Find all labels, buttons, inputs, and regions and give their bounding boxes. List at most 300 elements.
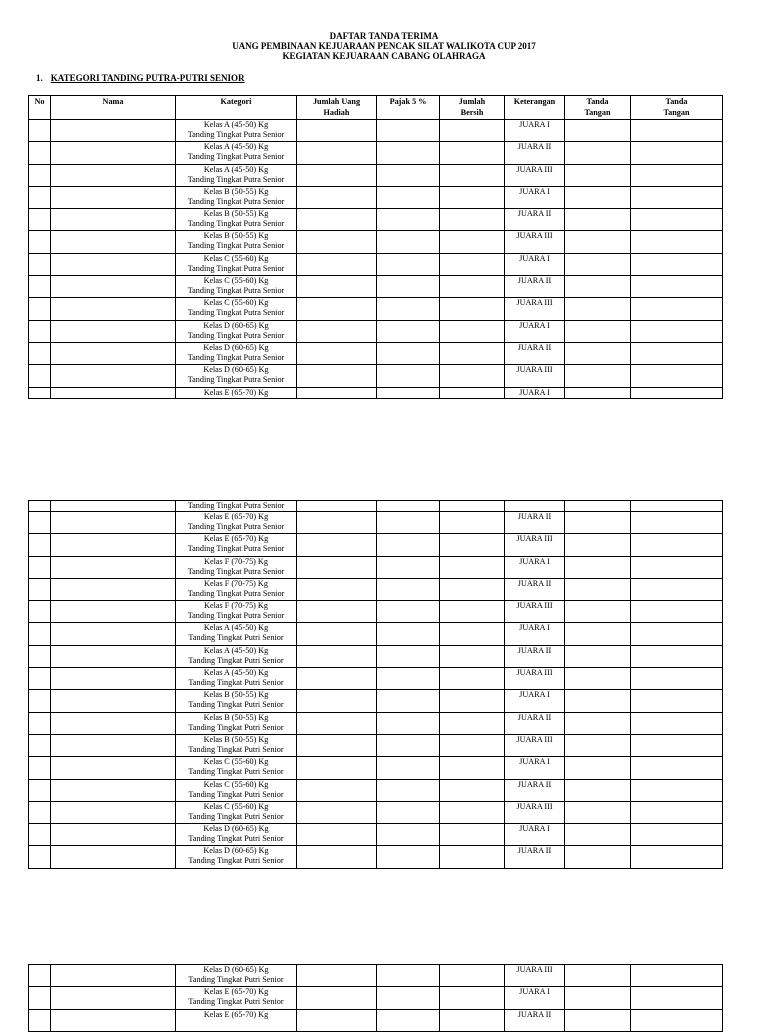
tingkat-text: Tanding Tingkat Putra Senior	[187, 219, 285, 229]
no-cell	[29, 578, 51, 600]
keterangan-text: JUARA I	[519, 824, 550, 834]
kategori-cell	[176, 276, 297, 298]
keterangan-text: JUARA III	[516, 298, 553, 308]
tingkat-text: Tanding Tingkat Putra Senior	[187, 174, 285, 184]
kelas-text: Kelas B (50-55) Kg	[203, 690, 269, 700]
no-cell	[29, 534, 51, 556]
tanda-tangan-cell	[565, 512, 631, 534]
pajak-cell	[377, 645, 440, 667]
jumlah-bersih-cell	[440, 824, 505, 846]
no-cell	[29, 757, 51, 779]
pajak-cell	[377, 712, 440, 734]
tanda-tangan-cell	[565, 734, 631, 756]
tanda-tangan-cell	[631, 342, 723, 364]
pajak-cell	[377, 824, 440, 846]
jumlah-bersih-cell	[440, 801, 505, 823]
table-row	[29, 801, 723, 823]
tanda-tangan-cell	[565, 209, 631, 231]
kelas-text: Kelas C (55-60) Kg	[203, 757, 269, 767]
pajak-cell	[377, 601, 440, 623]
header-title: DAFTAR TANDA TERIMA	[329, 31, 439, 41]
nama-cell	[51, 365, 176, 387]
jumlah-bersih-cell	[440, 120, 505, 142]
tanda-tangan-cell	[631, 965, 723, 987]
jumlah-uang-cell	[297, 365, 377, 387]
jumlah-uang-cell	[297, 801, 377, 823]
table-row	[29, 253, 723, 275]
tingkat-text: Tanding Tingkat Putra Senior	[187, 352, 285, 362]
column-header-line1: No	[34, 97, 45, 106]
kategori-cell	[176, 965, 297, 987]
tingkat-text: Tanding Tingkat Putri Senior	[188, 834, 284, 844]
keterangan-cell	[505, 253, 565, 275]
jumlah-uang-cell	[297, 987, 377, 1009]
table-row	[29, 668, 723, 690]
pajak-cell	[377, 276, 440, 298]
table-header-row	[29, 96, 723, 120]
kategori-cell	[176, 387, 297, 398]
kategori-cell	[176, 824, 297, 846]
nama-cell	[51, 712, 176, 734]
table-page-3	[28, 964, 723, 1032]
section-number: 1.	[36, 73, 43, 83]
keterangan-cell	[505, 645, 565, 667]
no-cell	[29, 965, 51, 987]
keterangan-cell	[505, 276, 565, 298]
column-header	[29, 96, 51, 120]
keterangan-cell	[505, 186, 565, 208]
keterangan-text: JUARA II	[517, 276, 552, 286]
tanda-tangan-cell	[565, 320, 631, 342]
column-header-line2: Hadiah	[323, 108, 350, 117]
table-row	[29, 186, 723, 208]
keterangan-text: JUARA III	[516, 164, 553, 174]
tingkat-text: Tanding Tingkat Putra Senior	[187, 308, 285, 318]
jumlah-bersih-cell	[440, 231, 505, 253]
kategori-cell	[176, 253, 297, 275]
kategori-cell	[176, 120, 297, 142]
empty-cell	[29, 501, 51, 512]
tanda-tangan-cell	[565, 253, 631, 275]
header-subtitle: UANG PEMBINAAN KEJUARAAN PENCAK SILAT WALIKOTA CUP 2017	[232, 41, 536, 51]
tanda-tangan-cell	[565, 276, 631, 298]
empty-cell	[377, 501, 440, 512]
kelas-text: Kelas F (70-75) Kg	[204, 601, 268, 611]
jumlah-bersih-cell	[440, 142, 505, 164]
tanda-tangan-cell	[565, 342, 631, 364]
jumlah-uang-cell	[297, 387, 377, 398]
column-header-line2: Tangan	[663, 108, 690, 117]
pajak-cell	[377, 209, 440, 231]
table-row	[29, 779, 723, 801]
nama-cell	[51, 846, 176, 868]
pajak-cell	[377, 987, 440, 1009]
tanda-tangan-cell	[631, 231, 723, 253]
tanda-tangan-cell	[631, 690, 723, 712]
tingkat-text: Tanding Tingkat Putra Senior	[187, 152, 285, 162]
jumlah-bersih-cell	[440, 965, 505, 987]
tanda-tangan-cell	[565, 601, 631, 623]
table-row	[29, 164, 723, 186]
no-cell	[29, 276, 51, 298]
tingkat-text: Tanding Tingkat Putri Senior	[188, 789, 284, 799]
keterangan-text: JUARA II	[517, 1009, 552, 1019]
no-cell	[29, 387, 51, 398]
no-cell	[29, 186, 51, 208]
nama-cell	[51, 231, 176, 253]
tingkat-text: Tanding Tingkat Putri Senior	[188, 633, 284, 643]
kategori-cell	[176, 690, 297, 712]
table-row	[29, 298, 723, 320]
kategori-cell	[176, 501, 297, 512]
keterangan-text: JUARA I	[519, 987, 550, 997]
column-header	[297, 96, 377, 120]
no-cell	[29, 601, 51, 623]
jumlah-uang-cell	[297, 734, 377, 756]
kelas-text: Kelas E (65-70) Kg	[203, 512, 269, 521]
empty-cell	[505, 501, 565, 512]
kategori-cell	[176, 142, 297, 164]
tanda-tangan-cell	[565, 120, 631, 142]
kategori-cell	[176, 1009, 297, 1031]
tanda-tangan-cell	[565, 556, 631, 578]
keterangan-cell	[505, 824, 565, 846]
tanda-tangan-cell	[565, 534, 631, 556]
keterangan-text: JUARA I	[519, 120, 550, 129]
pajak-cell	[377, 556, 440, 578]
nama-cell	[51, 512, 176, 534]
jumlah-bersih-cell	[440, 987, 505, 1009]
column-header	[176, 96, 297, 120]
nama-cell	[51, 734, 176, 756]
nama-cell	[51, 142, 176, 164]
kategori-cell	[176, 320, 297, 342]
keterangan-cell	[505, 690, 565, 712]
pajak-cell	[377, 120, 440, 142]
tingkat-text: Tanding Tingkat Putri Senior	[188, 975, 284, 984]
pajak-cell	[377, 298, 440, 320]
table-row	[29, 1009, 723, 1031]
keterangan-cell	[505, 578, 565, 600]
kategori-cell	[176, 987, 297, 1009]
tanda-tangan-cell	[631, 556, 723, 578]
jumlah-bersih-cell	[440, 512, 505, 534]
no-cell	[29, 690, 51, 712]
jumlah-bersih-cell	[440, 1009, 505, 1031]
nama-cell	[51, 824, 176, 846]
jumlah-bersih-cell	[440, 668, 505, 690]
column-header-line1: Pajak 5 %	[389, 97, 427, 106]
nama-cell	[51, 164, 176, 186]
document-header	[0, 31, 768, 61]
nama-cell	[51, 601, 176, 623]
table-row	[29, 601, 723, 623]
no-cell	[29, 846, 51, 868]
column-header	[440, 96, 505, 120]
tanda-tangan-cell	[565, 1009, 631, 1031]
keterangan-cell	[505, 142, 565, 164]
kelas-text: Kelas E (65-70) Kg	[203, 987, 269, 997]
jumlah-uang-cell	[297, 512, 377, 534]
keterangan-cell	[505, 965, 565, 987]
keterangan-text: JUARA II	[517, 142, 552, 152]
tingkat-text: Tanding Tingkat Putra Senior	[187, 375, 285, 385]
nama-cell	[51, 120, 176, 142]
kelas-text: Kelas F (70-75) Kg	[204, 556, 268, 566]
kelas-text: Kelas A (45-50) Kg	[203, 120, 269, 129]
keterangan-cell	[505, 365, 565, 387]
tanda-tangan-cell	[631, 253, 723, 275]
jumlah-uang-cell	[297, 320, 377, 342]
tanda-tangan-cell	[631, 120, 723, 142]
kelas-text: Kelas D (60-65) Kg	[203, 342, 269, 352]
kelas-text: Kelas B (50-55) Kg	[203, 186, 269, 196]
section-title-text: KATEGORI TANDING PUTRA-PUTRI SENIOR	[50, 73, 245, 83]
keterangan-text: JUARA III	[516, 365, 553, 375]
jumlah-bersih-cell	[440, 846, 505, 868]
table-row	[29, 387, 723, 398]
keterangan-cell	[505, 668, 565, 690]
keterangan-text: JUARA I	[519, 623, 550, 633]
keterangan-cell	[505, 801, 565, 823]
tingkat-text: Tanding Tingkat Putra Senior	[187, 522, 285, 531]
pajak-cell	[377, 578, 440, 600]
nama-cell	[51, 801, 176, 823]
tingkat-text: Tanding Tingkat Putra Senior	[187, 263, 285, 273]
kelas-text: Kelas C (55-60) Kg	[203, 253, 269, 263]
tingkat-text: Tanding Tingkat Putra Senior	[187, 286, 285, 296]
keterangan-cell	[505, 623, 565, 645]
tanda-tangan-cell	[565, 757, 631, 779]
keterangan-text: JUARA III	[516, 801, 553, 811]
nama-cell	[51, 534, 176, 556]
jumlah-bersih-cell	[440, 712, 505, 734]
table-row	[29, 987, 723, 1009]
jumlah-uang-cell	[297, 534, 377, 556]
kelas-text: Kelas D (60-65) Kg	[203, 965, 269, 974]
kategori-cell	[176, 342, 297, 364]
pajak-cell	[377, 365, 440, 387]
tanda-tangan-cell	[565, 779, 631, 801]
jumlah-uang-cell	[297, 298, 377, 320]
jumlah-uang-cell	[297, 645, 377, 667]
kategori-cell	[176, 601, 297, 623]
tingkat-text: Tanding Tingkat Putra Senior	[187, 588, 285, 598]
table-row	[29, 623, 723, 645]
jumlah-bersih-cell	[440, 601, 505, 623]
empty-cell	[297, 501, 377, 512]
jumlah-uang-cell	[297, 623, 377, 645]
keterangan-text: JUARA I	[519, 320, 550, 330]
jumlah-bersih-cell	[440, 734, 505, 756]
jumlah-uang-cell	[297, 186, 377, 208]
table-row	[29, 846, 723, 868]
tanda-tangan-cell	[631, 757, 723, 779]
nama-cell	[51, 987, 176, 1009]
tanda-tangan-cell	[631, 534, 723, 556]
nama-cell	[51, 556, 176, 578]
tingkat-text: Tanding Tingkat Putri Senior	[188, 811, 284, 821]
nama-cell	[51, 623, 176, 645]
table-row	[29, 142, 723, 164]
keterangan-cell	[505, 712, 565, 734]
jumlah-uang-cell	[297, 779, 377, 801]
keterangan-cell	[505, 231, 565, 253]
keterangan-cell	[505, 556, 565, 578]
jumlah-uang-cell	[297, 601, 377, 623]
jumlah-uang-cell	[297, 142, 377, 164]
kategori-cell	[176, 757, 297, 779]
jumlah-bersih-cell	[440, 298, 505, 320]
keterangan-text: JUARA II	[517, 512, 552, 521]
tingkat-text: Tanding Tingkat Putri Senior	[188, 722, 284, 732]
keterangan-text: JUARA II	[517, 342, 552, 352]
kelas-text: Kelas D (60-65) Kg	[203, 320, 269, 330]
kategori-cell	[176, 365, 297, 387]
tanda-tangan-cell	[565, 987, 631, 1009]
no-cell	[29, 556, 51, 578]
kelas-text: Kelas A (45-50) Kg	[203, 164, 269, 174]
column-header	[505, 96, 565, 120]
kelas-text: Kelas A (45-50) Kg	[203, 668, 269, 678]
table-row	[29, 556, 723, 578]
tanda-tangan-cell	[565, 965, 631, 987]
section-title	[36, 73, 245, 84]
tanda-tangan-cell	[565, 231, 631, 253]
kelas-text: Kelas E (65-70) Kg	[203, 1009, 269, 1019]
tanda-tangan-cell	[631, 186, 723, 208]
tanda-tangan-cell	[631, 298, 723, 320]
pajak-cell	[377, 757, 440, 779]
kelas-text: Kelas A (45-50) Kg	[203, 645, 269, 655]
no-cell	[29, 320, 51, 342]
kategori-cell	[176, 186, 297, 208]
tanda-tangan-cell	[565, 824, 631, 846]
jumlah-bersih-cell	[440, 645, 505, 667]
header-activity: KEGIATAN KEJUARAAN CABANG OLAHRAGA	[282, 51, 486, 61]
pajak-cell	[377, 779, 440, 801]
tanda-tangan-cell	[631, 824, 723, 846]
jumlah-bersih-cell	[440, 365, 505, 387]
pajak-cell	[377, 164, 440, 186]
keterangan-text: JUARA I	[519, 757, 550, 767]
keterangan-cell	[505, 320, 565, 342]
jumlah-bersih-cell	[440, 253, 505, 275]
pajak-cell	[377, 668, 440, 690]
kelas-text: Kelas E (65-70) Kg	[203, 387, 269, 397]
column-header	[631, 96, 723, 120]
table-row	[29, 365, 723, 387]
kelas-text: Kelas D (60-65) Kg	[203, 846, 269, 856]
column-header-line1: Tanda	[665, 97, 688, 106]
nama-cell	[51, 757, 176, 779]
nama-cell	[51, 690, 176, 712]
pajak-cell	[377, 734, 440, 756]
tanda-tangan-cell	[631, 320, 723, 342]
column-header	[51, 96, 176, 120]
column-header-line1: Jumlah Uang	[312, 97, 361, 106]
table-row	[29, 320, 723, 342]
pajak-cell	[377, 512, 440, 534]
kelas-text: Kelas C (55-60) Kg	[203, 801, 269, 811]
nama-cell	[51, 387, 176, 398]
kelas-text: Kelas D (60-65) Kg	[203, 824, 269, 834]
jumlah-uang-cell	[297, 712, 377, 734]
kelas-text: Kelas A (45-50) Kg	[203, 142, 269, 152]
tanda-tangan-cell	[631, 578, 723, 600]
no-cell	[29, 623, 51, 645]
keterangan-text: JUARA III	[516, 965, 553, 974]
keterangan-cell	[505, 987, 565, 1009]
nama-cell	[51, 645, 176, 667]
kategori-cell	[176, 578, 297, 600]
tanda-tangan-cell	[565, 623, 631, 645]
keterangan-cell	[505, 601, 565, 623]
tanda-tangan-cell	[631, 164, 723, 186]
jumlah-bersih-cell	[440, 186, 505, 208]
column-header-line1: Tanda	[586, 97, 609, 106]
keterangan-text: JUARA II	[517, 712, 552, 722]
keterangan-cell	[505, 209, 565, 231]
pajak-cell	[377, 1009, 440, 1031]
kategori-cell	[176, 164, 297, 186]
tanda-tangan-cell	[631, 645, 723, 667]
kelas-text: Kelas A (45-50) Kg	[203, 623, 269, 633]
keterangan-cell	[505, 120, 565, 142]
keterangan-text: JUARA I	[519, 556, 550, 566]
keterangan-text: JUARA I	[519, 387, 550, 397]
tanda-tangan-cell	[631, 987, 723, 1009]
tingkat-text: Tanding Tingkat Putra Senior	[187, 544, 285, 554]
tingkat-text: Tanding Tingkat Putra Senior	[187, 330, 285, 340]
jumlah-uang-cell	[297, 690, 377, 712]
tanda-tangan-cell	[631, 779, 723, 801]
table-row	[29, 757, 723, 779]
jumlah-bersih-cell	[440, 534, 505, 556]
kategori-cell	[176, 534, 297, 556]
jumlah-uang-cell	[297, 1009, 377, 1031]
jumlah-bersih-cell	[440, 578, 505, 600]
nama-cell	[51, 965, 176, 987]
no-cell	[29, 712, 51, 734]
nama-cell	[51, 779, 176, 801]
pajak-cell	[377, 623, 440, 645]
tanda-tangan-cell	[631, 846, 723, 868]
jumlah-bersih-cell	[440, 757, 505, 779]
tingkat-text: Tanding Tingkat Putra Senior	[187, 196, 285, 206]
nama-cell	[51, 320, 176, 342]
no-cell	[29, 120, 51, 142]
table-row	[29, 231, 723, 253]
tanda-tangan-cell	[565, 142, 631, 164]
no-cell	[29, 164, 51, 186]
jumlah-uang-cell	[297, 276, 377, 298]
tingkat-text: Tanding Tingkat Putri Senior	[188, 767, 284, 777]
table-row	[29, 342, 723, 364]
nama-cell	[51, 276, 176, 298]
jumlah-uang-cell	[297, 342, 377, 364]
keterangan-cell	[505, 387, 565, 398]
keterangan-text: JUARA III	[516, 601, 553, 611]
tanda-tangan-cell	[565, 164, 631, 186]
column-header-line1: Keterangan	[513, 97, 556, 106]
no-cell	[29, 512, 51, 534]
no-cell	[29, 734, 51, 756]
tingkat-text: Tanding Tingkat Putra Senior	[187, 501, 285, 510]
no-cell	[29, 779, 51, 801]
pajak-cell	[377, 320, 440, 342]
jumlah-uang-cell	[297, 556, 377, 578]
